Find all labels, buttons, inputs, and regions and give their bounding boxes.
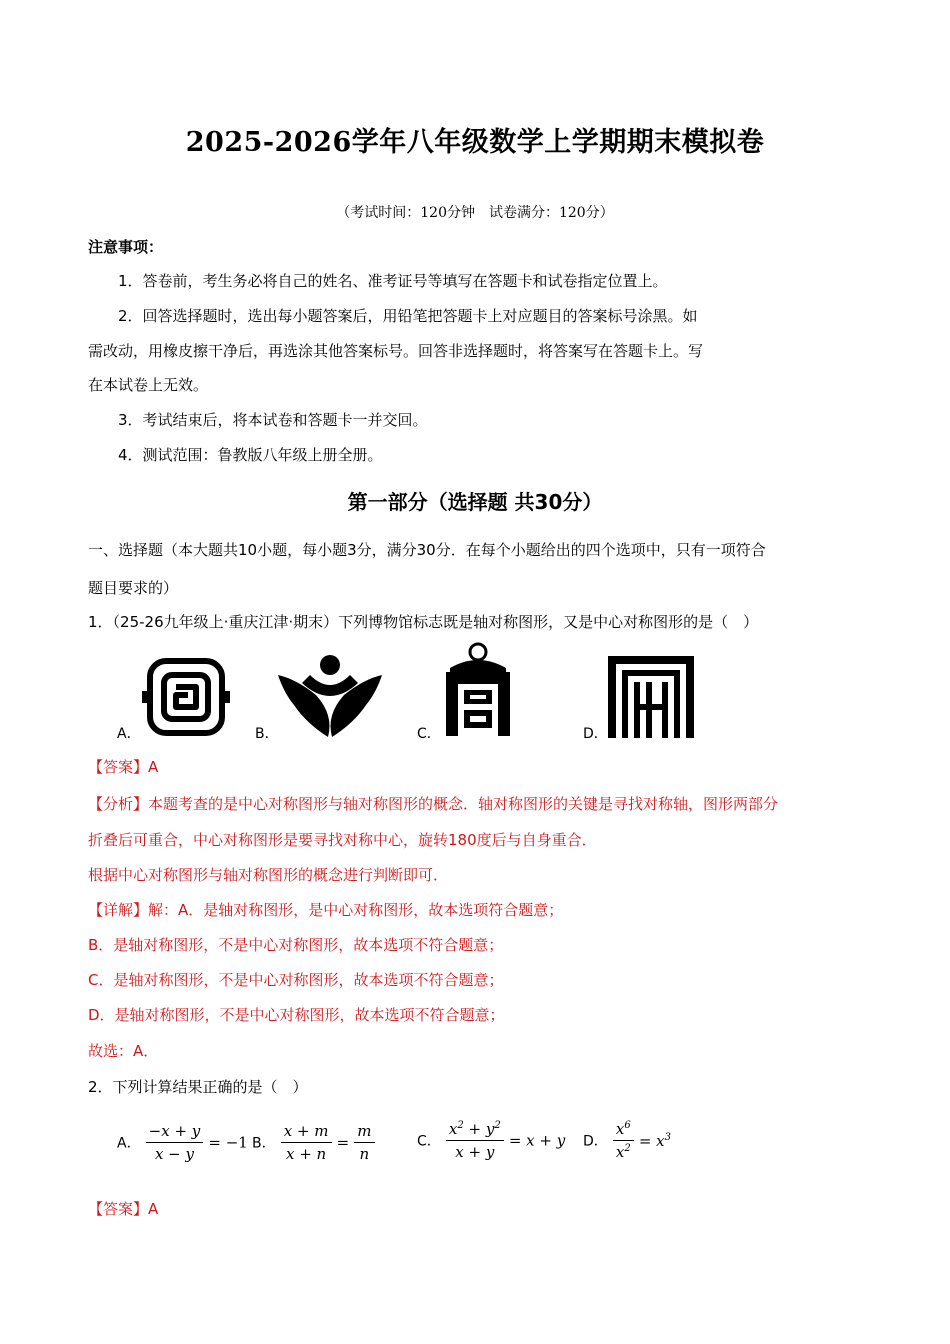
question-1-text: （25-26九年级上·重庆江津·期末）下列博物馆标志既是轴对称图形，又是中心对称图形的是（ ） [112, 613, 759, 631]
q2-d-rhs-exp: 3 [664, 1131, 671, 1143]
notice-item-2-line-1: 2．回答选择题时，选出每小题答案后，用铅笔把答题卡上对应题目的答案标号涂黑。如 [118, 307, 698, 325]
option-a-label: A． [117, 726, 141, 742]
exam-info: （考试时间：120分钟 试卷满分：120分） [336, 205, 614, 221]
part-intro-line-1: 一、选择题（本大题共10小题，每小题3分，满分30分．在每个小题给出的四个选项中，只有一项符合 [88, 541, 766, 559]
notice-item-3: 3．考试结束后，将本试卷和答题卡一并交回。 [118, 411, 428, 429]
q2-answer [88, 1198, 158, 1219]
section-title: 第一部分（选择题 共30分） [347, 490, 603, 514]
q2-option-d [583, 1120, 671, 1161]
q2-c-denominator: x + y [455, 1143, 495, 1161]
question-2-stem [88, 1076, 308, 1097]
q2-a-denominator: x − y [154, 1145, 194, 1163]
q2-option-b [252, 1122, 375, 1163]
option-b-logo [276, 653, 384, 739]
q2-d-den-base: x [615, 1143, 625, 1161]
q2-option-a-label: A． [117, 1135, 141, 1152]
q2-a-numerator: −x + y [146, 1122, 204, 1143]
notice-item-2-line-2: 需改动，用橡皮擦干净后，再选涂其他答案标号。回答非选择题时，将答案写在答题卡上。写 [88, 342, 704, 360]
q1-answer [88, 756, 158, 777]
detail-tag: 【详解】 [88, 901, 149, 919]
q1-detail-b: B．是轴对称图形，不是中心对称图形，故本选项不符合题意； [88, 936, 504, 954]
option-c-label: C． [417, 726, 441, 742]
q2-d-num-exp: 6 [624, 1120, 631, 1131]
q2-option-d-label: D． [583, 1133, 608, 1150]
q2-option-b-label: B． [252, 1135, 276, 1152]
question-2-number: 2． [88, 1078, 113, 1096]
q2-c-num-x-exp: 2 [457, 1120, 464, 1131]
q1-detail-d: D．是轴对称图形，不是中心对称图形，故本选项不符合题意； [88, 1006, 505, 1024]
analysis-tag: 【分析】 [88, 795, 149, 813]
q2-option-b-rhs-fraction [354, 1122, 374, 1163]
q2-option-d-fraction [613, 1120, 634, 1161]
q2-c-num-y: y [485, 1120, 495, 1138]
q1-analysis-line-3: 根据中心对称图形与轴对称图形的概念进行判断即可． [88, 866, 449, 884]
q2-a-rhs: = −1 [208, 1133, 248, 1152]
q2-c-rhs: = x + y [508, 1131, 566, 1150]
answer-value: A [148, 1200, 159, 1218]
q2-d-den-exp: 2 [624, 1143, 631, 1154]
q2-option-b-fraction [281, 1122, 332, 1163]
analysis-text: 本题考查的是中心对称图形与轴对称图形的概念．轴对称图形的关键是寻找对称轴，图形两部分 [148, 795, 779, 813]
option-b-label: B． [255, 726, 279, 742]
notice-item-1: 1．答卷前，考生务必将自己的姓名、准考证号等填写在答题卡和试卷指定位置上。 [118, 272, 668, 290]
q2-option-a-fraction [146, 1122, 204, 1163]
q2-option-c-label: C． [417, 1133, 441, 1150]
q2-d-num-base: x [615, 1120, 625, 1138]
option-d-logo [608, 656, 694, 738]
q2-b-equals: = [336, 1133, 350, 1152]
q2-d-rhs [639, 1132, 671, 1150]
answer-tag: 【答案】 [88, 1200, 149, 1218]
question-1-number: 1． [88, 613, 113, 631]
q1-conclusion: 故选：A． [88, 1042, 159, 1060]
option-c-logo [442, 642, 514, 738]
q2-b-denominator: x + n [285, 1145, 327, 1163]
q2-c-numerator [446, 1120, 504, 1141]
answer-tag: 【答案】 [88, 758, 149, 776]
detail-text: 解：A．是轴对称图形，是中心对称图形，故本选项符合题意； [148, 901, 564, 919]
q2-option-c-fraction [446, 1120, 504, 1161]
q2-c-num-y-exp: 2 [494, 1120, 501, 1131]
page-title: 2025-2026学年八年级数学上学期期末模拟卷 [185, 127, 765, 158]
q2-option-c [417, 1120, 565, 1161]
q1-analysis-line-2: 折叠后可重合，中心对称图形是要寻找对称中心，旋转180度后与自身重合． [88, 831, 597, 849]
q1-detail-a [88, 899, 563, 920]
q2-b-rhs-denominator: n [359, 1145, 370, 1163]
q2-d-denominator [613, 1141, 634, 1161]
question-1-stem [88, 611, 758, 632]
q2-option-a [117, 1122, 248, 1163]
q2-d-rhs-base: = x [638, 1131, 665, 1150]
option-d-label: D． [583, 726, 608, 742]
notice-item-2-line-3: 在本试卷上无效。 [88, 376, 209, 394]
notice-heading: 注意事项： [88, 238, 164, 256]
q2-c-num-x: x [448, 1120, 458, 1138]
q1-analysis-line-1 [88, 793, 778, 814]
q2-b-rhs-numerator: m [354, 1122, 374, 1143]
q1-detail-c: C．是轴对称图形，不是中心对称图形，故本选项不符合题意； [88, 971, 504, 989]
part-intro-line-2: 题目要求的） [88, 579, 179, 597]
answer-value: A [148, 758, 159, 776]
option-a-logo [138, 655, 234, 739]
notice-item-4: 4．测试范围：鲁教版八年级上册全册。 [118, 446, 383, 464]
q2-b-numerator: x + m [281, 1122, 332, 1143]
q2-d-numerator [613, 1120, 634, 1141]
question-2-text: 下列计算结果正确的是（ ） [112, 1078, 308, 1096]
q2-c-num-plus: + [468, 1120, 482, 1138]
